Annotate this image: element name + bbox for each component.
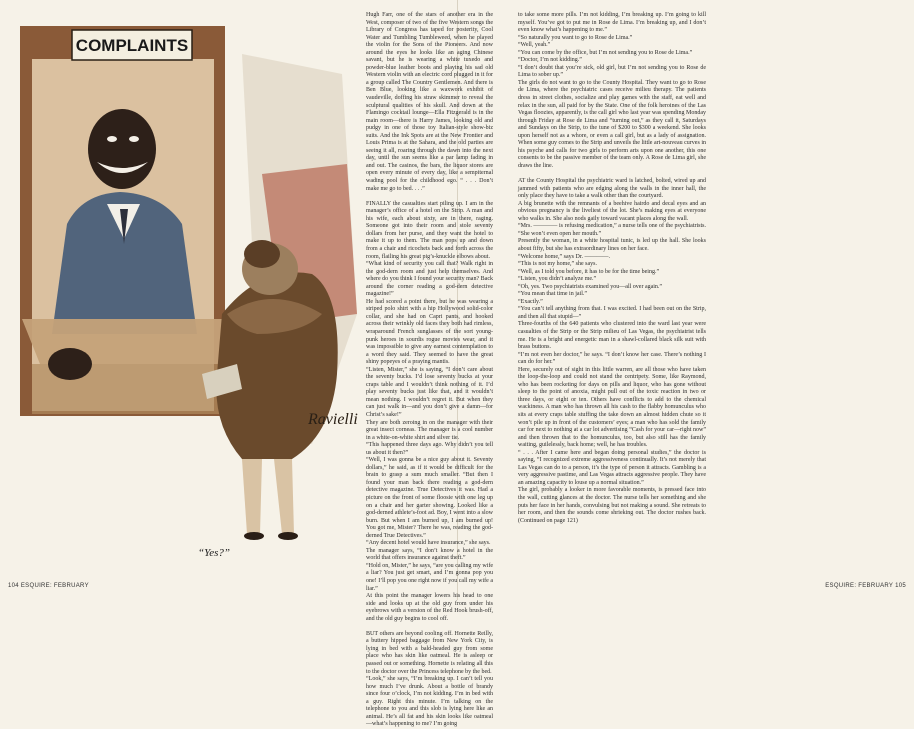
page-footer-right: ESQUIRE: FEBRUARY 105 — [825, 583, 906, 589]
page-footer-left: 104 ESQUIRE: FEBRUARY — [8, 583, 89, 589]
article-column-1: Hugh Farr, one of the stars of another era in the West, composer of two of the five Western songs the Library of Congress has taped for posterity, Cool Water and Tumbling Tumbleweed, when he played the violin for the Sons of the Pioneers. And now around the eyes he looks like an aging Chinese savant, but he is wearing a white tuxedo and powder-blue leather boots and playing his sad old Western violin with an electric cord plugged in it for a group called The Country Gentlemen. And there is Ben Blue, looking like a waxwork exhibit of vaudeville, doffing his straw skimmer to reveal the sculptural qualities of his skull. And down at the Flamingo cocktail lounge—Ella Fitzgerald is in the main room—there is Harry James, looking old and pudgy in one of those toy Italian-style show-biz suits. And the Ink Spots are at the New Frontier and Louis Prima is at the Sahara, and the old parties are seeing it all, roaring through the dawn into the next day, until the sun seems like a par lamp fading in and out. The casinos, the bars, the liquor stores are open every minute of every day, like a sempiternal wading pool for the childhood ego. “ . . . Don’t make me go to bed. . . .” FINALLY the casualties start piling up. I am in the manager’s office of a hotel on the Strip. A man and his wife, each about sixty, are in there, raging. Someone got into their room and stole seventy dollars from her purse, and they want the hotel to make it up to them. The man pops up and down from a chair and ricochets back and forth across the room, flailing his great pig’s-knuckle elbows about. “What kind of security you call that? Walk right in the god-dern room and just help themselves. And where do you think I found your security man? Back around the corner reading a god-dern detective magazine!” He had scored a point there, but he was wearing a striped polo shirt with a hip Hollywood solid-color collar, and she had on Capri pants, and hooked across their wrinkly old faces they both had rimless, wraparound French sunglasses of the sort young-punk heroes in sourdis rogue movies wear, and it was impossible to give any earnest contemplation to a word they said. They seemed to have the great shiny popeyes of a praying mantis. “Listen, Mister,” she is saying, “I don’t care about the seventy bucks. I’d lose seventy bucks at your craps table and I wouldn’t think nothing of it. I’d play seventy bucks just like that, and it wouldn’t mean nothing. I wouldn’t regret it. But when they can just walk in—and you don’t give a damn—for Christ’s sake!” They are both zeroing in on the manager with their great insect corneas. The manager is a cool number in a white-on-white shirt and silver tie. “This happened three days ago. Why didn’t you tell us about it then?” “Well, I was gonna be a nice guy about it. Seventy dollars,” he said, as if it would be difficult for the brain to grasp a sum much smaller. “But then I found your man back there reading a god-dern detective magazine. True Detectives it was. Had a picture on the front of some floosie with one leg up on a chair and her garter showing. Looked like a god-derned athlete’s-foot ad. Boy, I went into a slow burn. But when I am burned up, I am burned up! You got me, Mister? There he was, reading the god-derned True Detectives.” “Any decent hotel would have insurance,” she says. The manager says, “I don’t know a hotel in the world that offers insurance against theft.” “Hold on, Mister,” he says, “are you calling my wife a liar? You just get smart, and I’m gonna pop you one! I’ll pop you one right now if you call my wife a liar.” At this point the manager lowers his head to one side and looks up at the old guy from under his eyebrows with a version of the Red Hook brush-off, and the old guy begins to cool off. BUT others are beyond cooling off. Hornette Reilly, a buttery hipped baggage from New York City, is lying in bed with a bald-headed guy from some place who has skin like oatmeal. He is asleep or passed out or something. Hornette is relating all this to the doctor over the Princess telephone by the bed. “Look,” she says, “I’m breaking up. I can’t tell you how much I’ve drunk. About a bottle of brandy since four o’clock, I’m not kidding. I’m in bed with a guy. Right this minute. I’m talking on the telephone to you and this slob is lying here like an animal. He’s all fat and his skin looks like oatmeal—what’s happening to me? I’m going — [366, 12, 493, 728]
article-column-3 — [716, 12, 906, 578]
illustration-caption: “Yes?” — [198, 547, 231, 559]
complaints-desk-illustration — [12, 14, 360, 569]
clerk-head — [88, 109, 156, 189]
article-column-2: to take some more pills. I’m not kidding, I’m breaking up. I’m going to kill myself. You’ve got to put me in Rose de Lima. I’m breaking up, and I don’t even know what’s happening to me.” “So naturally you want to go to Rose de Lima.” “Well, yeah.” “You can come by the office, but I’m not sending you to Rose de Lima.” “Doctor, I’m not kidding.” “I don’t doubt that you’re sick, old girl, but I’m not sending you to Rose de Lima to sober up.” The girls do not want to go to the County Hospital. They want to go to Rose de Lima, where the psychiatric cases receive milieu therapy. The patients dress in street clothes, socialize and play games with the staff, eat well and relax in the sun, all paid for by the State. One of the folk heroines of the Las Vegas floozies, apparently, is the call girl who last year was spending Monday through Friday at Rose de Lima and “turning out,” as they call it, Saturdays and Sundays on the Strip, to the tune of $200 to $300 a weekend. She looks upon herself not as a whore, or even a call girl, but as a lady of assignation. When some guy comes to the Strip and unveils the little art-nouveau curves in his psyche and calls for two girls to perform arts upon one another, this one consents to be the passive member of the team only. A Rose de Lima girl, she draws the line. AT the County Hospital the psychiatric ward is latched, bolted, wired up and jammed with patients who are edging along the walls in the inner hall, the only place they have to take a walk other than the courtyard. A big brunette with the remnants of a beehive hairdo and decal eyes and an obvious pregnancy is the liveliest of the lot. She’s making eyes at everyone who walks in. She also nods gaily toward vacant places along the wall. “Mrs. ———— is refusing medication,” a nurse tells one of the psychiatrists. “She won’t even open her mouth.” Presently the woman, in a white hospital tunic, is led up the hall. She looks about fifty, but she has extraordinary lines on her face. “Welcome home,” says Dr. ————. “This is not my home,” she says. “Well, as I told you before, it has to be for the time being.” “Listen, you didn’t analyze me.” “Oh, yes. Two psychiatrists examined you—all over again.” “You mean that time in jail.” “Exactly.” “You can’t tell anything from that. I was excited. I had been out on the Strip, and then all that stupid—” Three-fourths of the 640 patients who clustered into the ward last year were casualties of the Strip or the Strip milieu of Las Vegas, the psychiatrist tells me. He is a bright and energetic man in a shawl-collared black silk suit with brass buttons. “I’m not even her doctor,” he says. “I don’t know her case. There’s nothing I can do for her.” Here, securely out of sight in this little warren, are all those who have taken the loop-the-loop and could not stand the centripety. Some, like Raymond, who has been rocketing for days on pills and liquor, who has gone without sleep to the point of anoxia, might pull out of the toxic reaction in two or three days, or eight or ten. Others have conflicts to add to the chemical wackiness. A man who has thrown all his cash to the flabby homunculus who sits at every craps table stuffing the take down an almost hidden chute so it won’t pile up in front of the customers’ eyes; a man who has sold the family car for next to nothing at a car lot advertising “Cash for your car—right now” and then thrown that to the homunculus, too, but also still has the family waiting, guilelessly, back home; well, he has troubles. “ . . . After I came here and began doing personal studies,” the doctor is saying, “I recognized extreme aggressiveness continually. It’s not merely that Las Vegas can do to a person, it’s the type of person it attracts. Gambling is a very aggressive pastime, and Las Vegas attracts aggressive people. They have an amazing capacity to louse up a normal situation.” The girl, probably a looker in more favorable moments, is pressed face into the wall, cutting glances at the doctor. The nurse tells her something and she puts her face in her hands, convulsing but not making a sound. She retreats to her room, and then the sounds come shrieking out. The doctor rushes back. (Continued on page 121) — [518, 12, 706, 524]
artist-signature: Ravielli — [308, 411, 358, 428]
complaints-sign-text: COMPLAINTS — [75, 36, 189, 55]
